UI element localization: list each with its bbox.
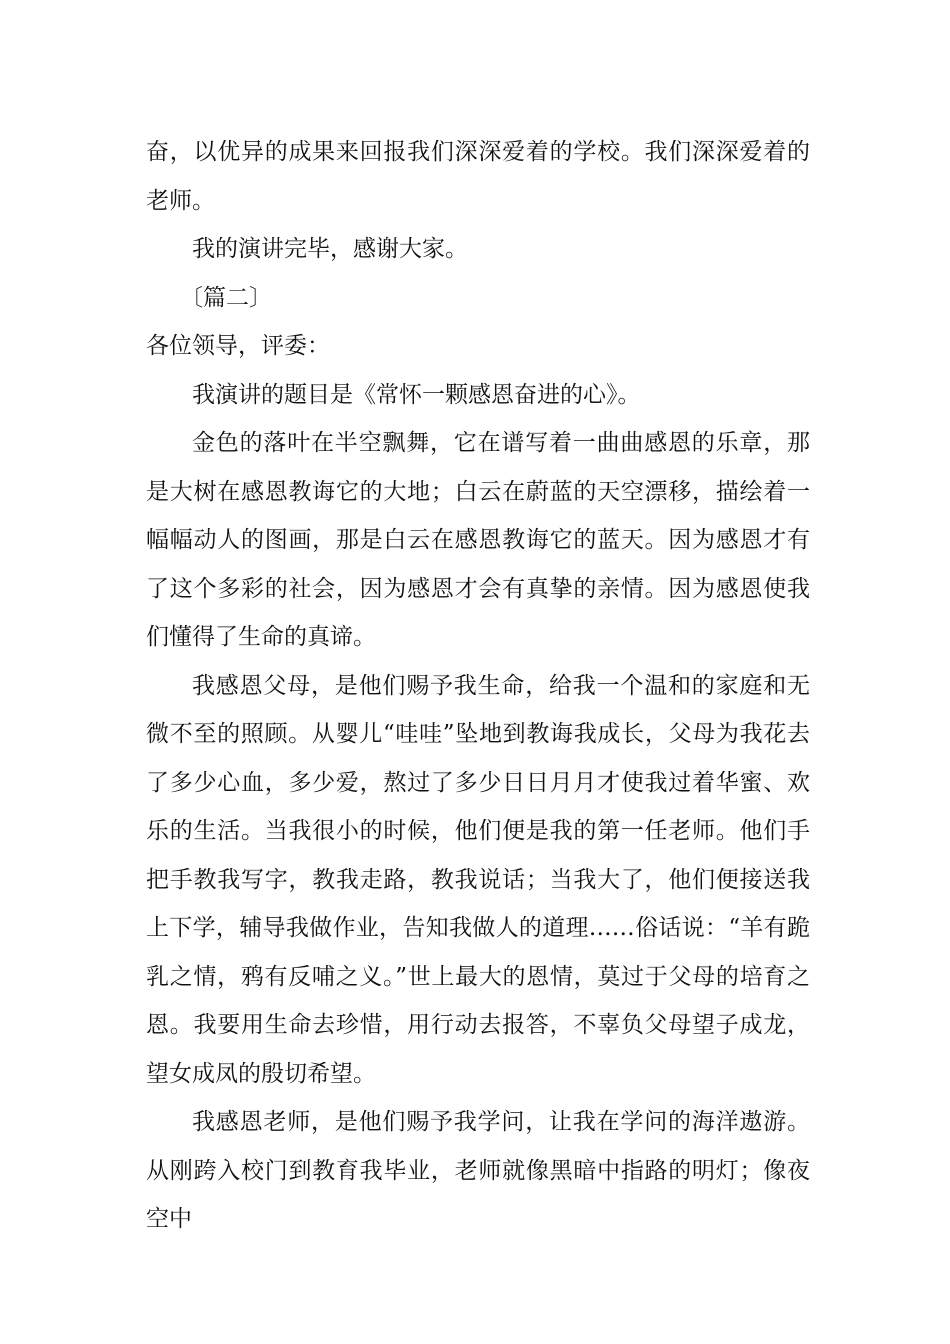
document-body	[146, 128, 810, 1244]
paragraph-gratitude-parents: 我感恩父母，是他们赐予我生命，给我一个温和的家庭和无微不至的照顾。从婴儿“哇哇”坠地到教诲我成长，父母为我花去了多少心血，多少爱，熬过了多少日日月月才使我过着华蜜、欢乐的生活。当我很小的时候，他们便是我的第一任老师。他们手把手教我写字，教我走路，教我说话；当我大了，他们便接送我上下学，辅导我做作业，告知我做人的道理……俗话说：“羊有跪乳之情，鸦有反哺之义。”世上最大的恩情，莫过于父母的培育之恩。我要用生命去珍惜，用行动去报答，不辜负父母望子成龙，望女成凤的殷切希望。	[146, 672, 810, 1087]
speech-title-line: 我演讲的题目是《常怀一颗感恩奋进的心》。	[192, 381, 641, 408]
paragraph-gratitude-teachers: 我感恩老师，是他们赐予我学问，让我在学问的海洋遨游。从刚跨入校门到教育我毕业，老师就像黑暗中指路的明灯；像夜空中	[146, 1109, 810, 1232]
paragraph-gratitude-nature: 金色的落叶在半空飘舞，它在谱写着一曲曲感恩的乐章，那是大树在感恩教诲它的大地；白云在蔚蓝的天空漂移，描绘着一幅幅动人的图画，那是白云在感恩教诲它的蓝天。因为感恩才有了这个多彩的社会，因为感恩才会有真挚的亲情。因为感恩使我们懂得了生命的真谛。	[146, 430, 810, 650]
section-heading: 〔篇二〕	[180, 284, 272, 311]
salutation: 各位领导，评委：	[146, 333, 330, 359]
paragraph-closing: 我的演讲完毕，感谢大家。	[192, 236, 468, 262]
paragraph-continuation: 奋，以优异的成果来回报我们深深爱着的学校。我们深深爱着的老师。	[146, 139, 810, 214]
